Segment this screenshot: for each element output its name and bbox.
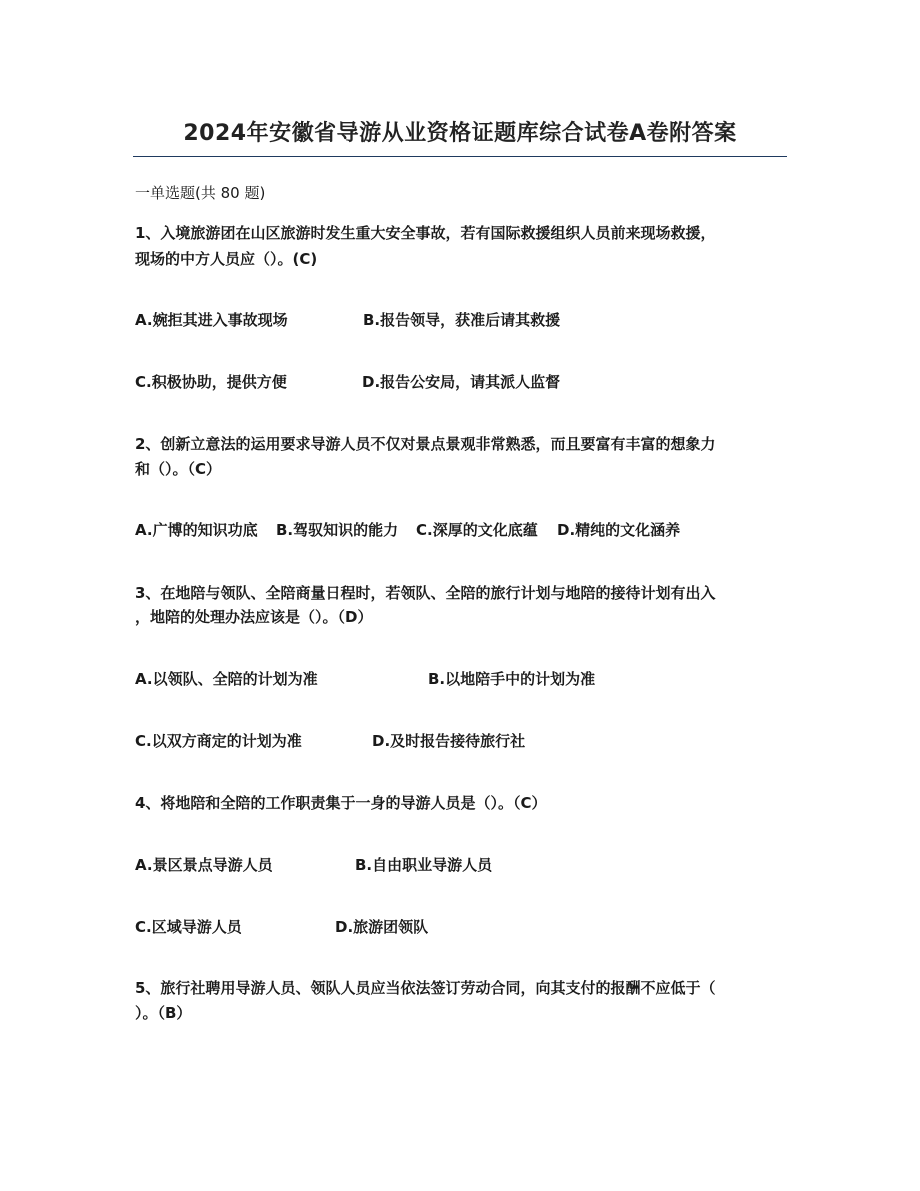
question-4-option-c: C.区域导游人员 <box>135 918 242 936</box>
question-1-option-c: C.积极协助，提供方便 <box>135 373 287 391</box>
question-4-stem-line-1: 4、将地陪和全陪的工作职责集于一身的导游人员是（）。（C） <box>135 794 547 812</box>
question-1-option-a: A.婉拒其进入事故现场 <box>135 311 288 329</box>
question-5-stem-line-1: 5、旅行社聘用导游人员、领队人员应当依法签订劳动合同，向其支付的报酬不应低于（ <box>135 979 716 997</box>
section-heading: 一单选题(共 80 题) <box>135 184 266 202</box>
question-1-option-b: B.报告领导，获准后请其救援 <box>363 311 561 329</box>
question-1-stem-line-2: 现场的中方人员应（）。(C) <box>135 250 318 268</box>
question-3-stem-line-2: ，地陪的处理办法应该是（）。（D） <box>135 608 373 626</box>
question-3-option-a: A.以领队、全陪的计划为准 <box>135 670 318 688</box>
question-4-option-d: D.旅游团领队 <box>335 918 429 936</box>
question-1-option-d: D.报告公安局，请其派人监督 <box>362 373 561 391</box>
title-underline <box>133 156 787 157</box>
question-3-option-b: B.以地陪手中的计划为准 <box>428 670 596 688</box>
question-2-option-b: B.驾驭知识的能力 <box>276 521 399 539</box>
question-4-option-a: A.景区景点导游人员 <box>135 856 273 874</box>
question-2-option-c: C.深厚的文化底蕴 <box>416 521 538 539</box>
question-3-option-d: D.及时报告接待旅行社 <box>372 732 526 750</box>
question-2-stem-line-1: 2、创新立意法的运用要求导游人员不仅对景点景观非常熟悉，而且要富有丰富的想象力 <box>135 435 716 453</box>
question-2-stem-line-2: 和（）。（C） <box>135 460 222 478</box>
question-2-option-a: A.广博的知识功底 <box>135 521 258 539</box>
question-4-option-b: B.自由职业导游人员 <box>355 856 493 874</box>
question-3-option-c: C.以双方商定的计划为准 <box>135 732 302 750</box>
question-3-stem-line-1: 3、在地陪与领队、全陪商量日程时，若领队、全陪的旅行计划与地陪的接待计划有出入 <box>135 584 716 602</box>
page-title: 2024年安徽省导游从业资格证题库综合试卷A卷附答案 <box>183 121 737 146</box>
question-1-stem-line-1: 1、入境旅游团在山区旅游时发生重大安全事故，若有国际救援组织人员前来现场救援， <box>135 224 716 242</box>
question-5-stem-line-2: ）。（B） <box>135 1004 192 1022</box>
question-2-option-d: D.精纯的文化涵养 <box>557 521 681 539</box>
